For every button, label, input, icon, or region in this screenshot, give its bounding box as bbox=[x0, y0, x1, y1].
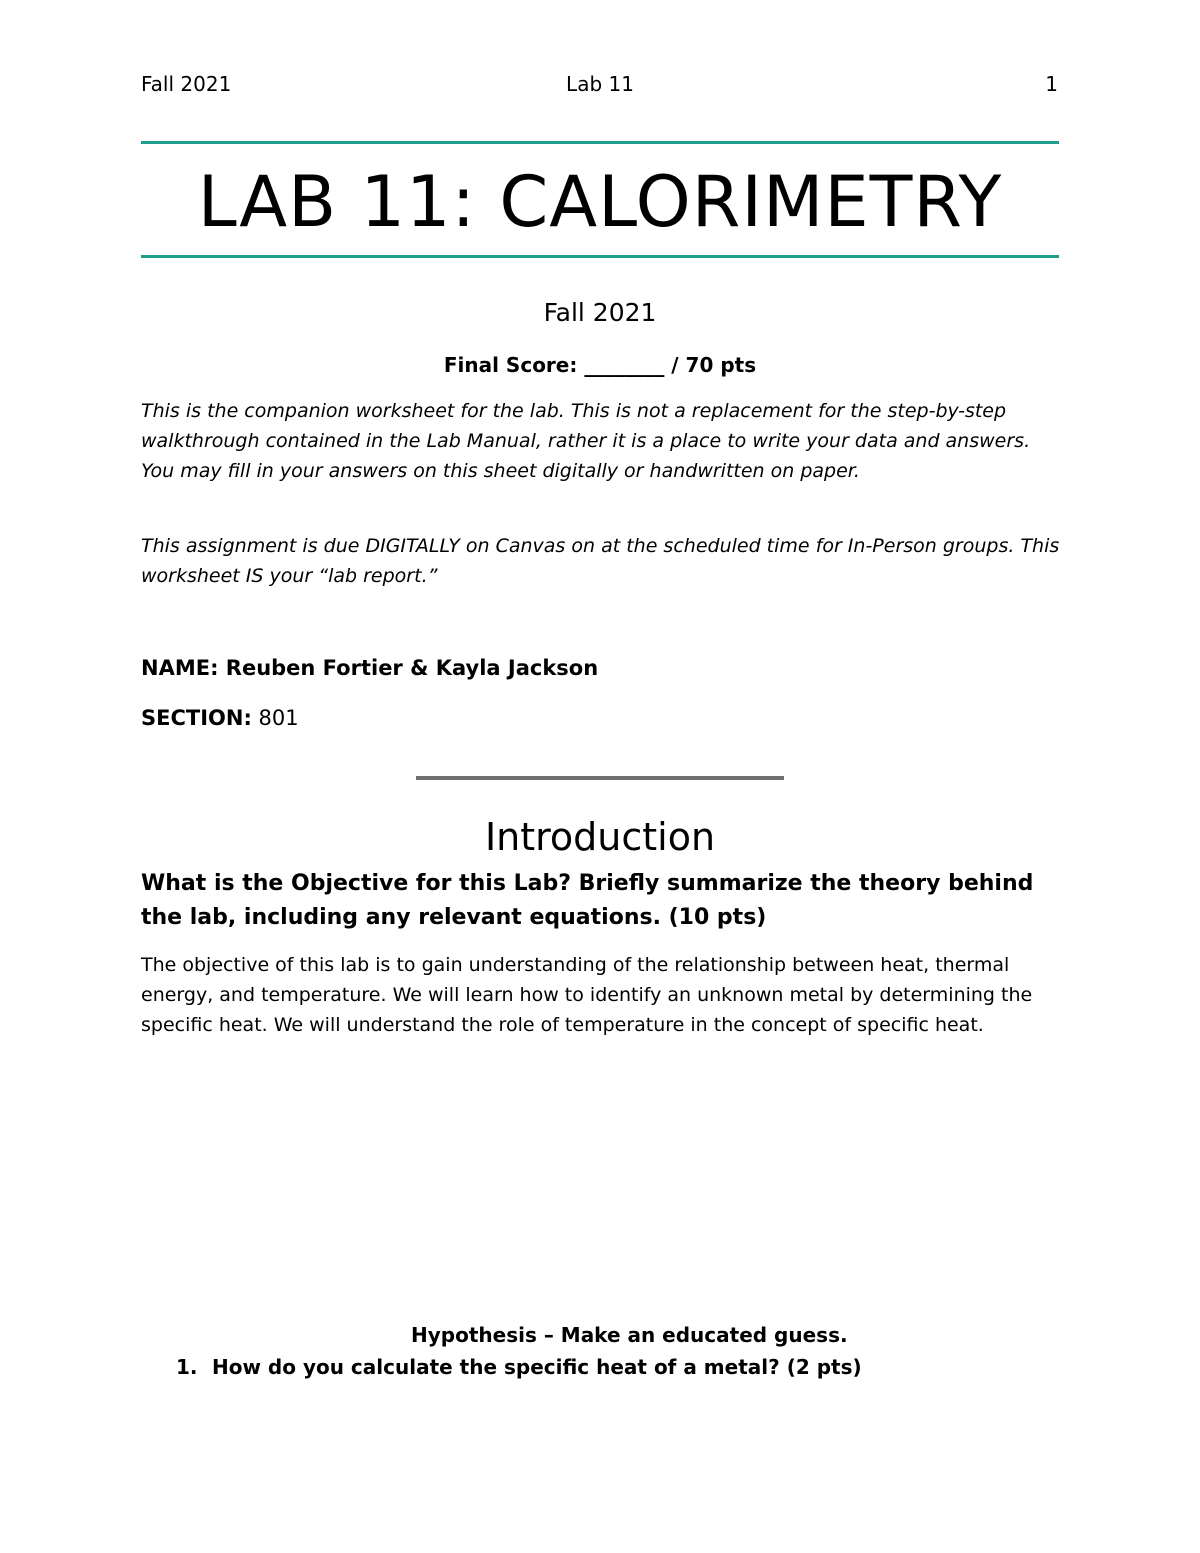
student-names: NAME: Reuben Fortier & Kayla Jackson bbox=[141, 656, 599, 680]
objective-answer: The objective of this lab is to gain understanding of the relationship between heat, thermal energy, and temperature. We will learn how to identify an unknown metal by determining the specific heat. We will understand the role of temperature in the concept of specific heat. bbox=[141, 954, 1033, 1036]
question-text: How do you calculate the specific heat of a metal? (2 pts) bbox=[212, 1355, 862, 1379]
section-divider bbox=[416, 776, 784, 780]
hypothesis-heading: Hypothesis – Make an educated guess. bbox=[411, 1323, 848, 1347]
hypothesis-question bbox=[176, 1353, 862, 1381]
title-top-rule bbox=[141, 141, 1059, 144]
page-number: 1 bbox=[1045, 72, 1058, 96]
introduction-heading: Introduction bbox=[484, 815, 716, 859]
question-number: 1. bbox=[176, 1355, 198, 1379]
term-subtitle: Fall 2021 bbox=[543, 298, 657, 327]
objective-question: What is the Objective for this Lab? Briefly summarize the theory behind the lab, including any relevant equations. (10 pts) bbox=[141, 871, 1034, 930]
header-lab-number: Lab 11 bbox=[566, 72, 634, 96]
due-date-paragraph: This assignment is due DIGITALLY on Canvas on at the scheduled time for In-Person groups. This worksheet IS your “lab report.” bbox=[141, 535, 1060, 587]
final-score-line: Final Score: ________ / 70 pts bbox=[443, 353, 757, 377]
section-label: SECTION: bbox=[141, 706, 252, 730]
section-line bbox=[141, 703, 299, 733]
instructions-paragraph: This is the companion worksheet for the lab. This is not a replacement for the step-by-step walkthrough contained in the Lab Manual, rather it is a place to write your data and answers. You may fill in your answers on this sheet digitally or handwritten on paper. bbox=[141, 400, 1031, 482]
header-term: Fall 2021 bbox=[141, 72, 232, 96]
title-bottom-rule bbox=[141, 255, 1059, 258]
section-value: 801 bbox=[251, 706, 299, 730]
document-title: LAB 11: CALORIMETRY bbox=[197, 161, 1003, 243]
